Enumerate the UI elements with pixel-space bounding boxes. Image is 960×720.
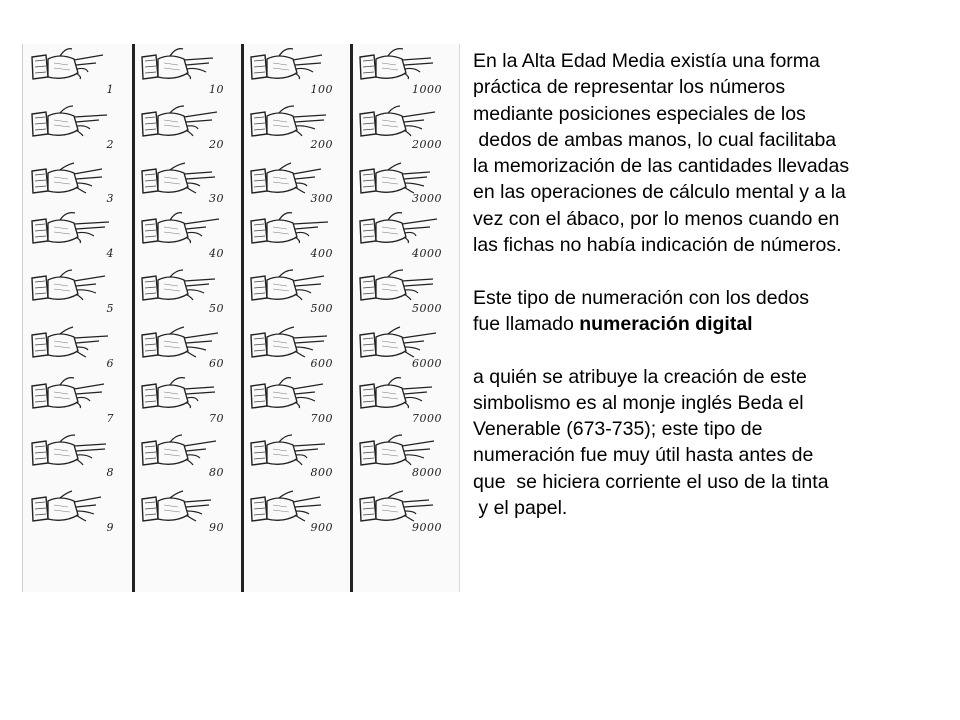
hand-number-label: 500 <box>310 301 333 315</box>
hand-number-label: 1000 <box>412 82 442 96</box>
hand-number-label: 60 <box>209 356 224 370</box>
hand-position <box>136 208 240 263</box>
hand-number-label: 7000 <box>412 411 442 425</box>
hand-number-label: 600 <box>310 356 333 370</box>
paragraph-intro <box>473 48 943 258</box>
hand-icon <box>140 321 232 361</box>
hand-position <box>354 44 458 99</box>
hand-position <box>26 318 130 373</box>
hand-icon <box>140 47 232 87</box>
intro-line: En la Alta Edad Media existía una forma <box>473 50 820 72</box>
intro-line: las fichas no había indicación de números. <box>473 234 842 257</box>
hand-icon <box>358 47 450 87</box>
hand-number-label: 700 <box>310 411 333 425</box>
hand-icon <box>30 485 122 525</box>
hand-number-label: 6000 <box>412 356 442 370</box>
hand-icon <box>140 211 232 251</box>
hand-position <box>26 263 130 318</box>
hand-icon <box>140 485 232 525</box>
hand-position <box>245 428 349 483</box>
attribution-line: numeración fue muy útil hasta antes de <box>473 444 814 467</box>
hand-icon <box>249 431 341 471</box>
finger-counting-engraving <box>22 44 460 592</box>
hand-position <box>136 263 240 318</box>
attribution-line: Venerable (673-735); este tipo de <box>473 418 763 441</box>
attribution-line: simbolismo es al monje inglés Beda el <box>473 391 804 414</box>
hand-number-label: 9000 <box>412 521 442 535</box>
hand-icon <box>249 157 341 197</box>
hand-position <box>354 99 458 154</box>
term-numeracion-digital: numeración digital <box>579 312 753 335</box>
hand-position <box>354 318 458 373</box>
definition-line-term <box>473 311 943 337</box>
hand-number-label: 4000 <box>412 247 442 261</box>
hand-number-label: 9 <box>106 521 114 535</box>
attribution-line: y el papel. <box>473 497 568 520</box>
hand-number-label: 6 <box>106 356 114 370</box>
hand-number-label: 300 <box>310 192 333 206</box>
hand-position <box>26 373 130 428</box>
column-divider <box>350 44 353 592</box>
hand-icon <box>358 376 450 416</box>
hand-position <box>136 154 240 209</box>
hand-position <box>136 482 240 537</box>
hand-position <box>245 99 349 154</box>
hand-number-label: 80 <box>209 466 224 480</box>
hand-icon <box>249 211 341 251</box>
hand-position <box>354 482 458 537</box>
hand-icon <box>140 157 232 197</box>
intro-line: la memorización de las cantidades llevadas <box>473 155 850 178</box>
hand-icon <box>140 266 232 306</box>
hand-position <box>354 373 458 428</box>
hand-icon <box>30 47 122 87</box>
hand-number-label: 4 <box>106 247 114 261</box>
hand-position <box>26 208 130 263</box>
hand-position <box>136 373 240 428</box>
hand-icon <box>30 211 122 251</box>
intro-line: dedos de ambas manos, lo cual facilitaba <box>473 128 837 151</box>
hand-icon <box>358 431 450 471</box>
hand-icon <box>249 376 341 416</box>
paragraph-attribution <box>473 364 943 522</box>
hand-position <box>26 482 130 537</box>
hand-icon <box>140 102 232 142</box>
hand-icon <box>140 431 232 471</box>
intro-line: en las operaciones de cálculo mental y a la <box>473 181 846 204</box>
column-divider <box>241 44 244 592</box>
hand-position <box>245 208 349 263</box>
hand-number-label: 8000 <box>412 466 442 480</box>
hand-number-label: 900 <box>310 521 333 535</box>
hand-number-label: 800 <box>310 466 333 480</box>
hand-number-label: 5 <box>106 301 114 315</box>
attribution-line: a quién se atribuye la creación de este <box>473 365 807 388</box>
hand-icon <box>30 157 122 197</box>
hand-icon <box>30 266 122 306</box>
hand-position <box>136 44 240 99</box>
hand-position <box>136 318 240 373</box>
hand-number-label: 100 <box>310 82 333 96</box>
hand-icon <box>358 321 450 361</box>
engraving-column-tens <box>136 44 240 592</box>
hand-number-label: 40 <box>209 247 224 261</box>
hand-number-label: 70 <box>209 411 224 425</box>
hand-number-label: 30 <box>209 192 224 206</box>
hand-icon <box>249 266 341 306</box>
hand-number-label: 50 <box>209 301 224 315</box>
hand-number-label: 90 <box>209 521 224 535</box>
hand-number-label: 400 <box>310 247 333 261</box>
hand-position <box>245 373 349 428</box>
engraving-column-units <box>26 44 130 592</box>
hand-icon <box>249 102 341 142</box>
hand-position <box>26 154 130 209</box>
engraving-column-thousands <box>354 44 458 592</box>
hand-icon <box>358 157 450 197</box>
hand-icon <box>358 211 450 251</box>
hand-number-label: 2 <box>106 137 114 151</box>
definition-line: Este tipo de numeración con los dedos <box>473 286 810 309</box>
hand-number-label: 8 <box>106 466 114 480</box>
hand-number-label: 20 <box>209 137 224 151</box>
engraving-column-hundreds <box>245 44 349 592</box>
hand-icon <box>358 266 450 306</box>
hand-position <box>354 428 458 483</box>
hand-icon <box>30 431 122 471</box>
definition-prefix: fue llamado <box>473 312 580 335</box>
hand-number-label: 3000 <box>412 192 442 206</box>
hand-position <box>354 208 458 263</box>
hand-position <box>26 428 130 483</box>
hand-position <box>136 99 240 154</box>
hand-icon <box>140 376 232 416</box>
intro-line: vez con el ábaco, por lo menos cuando en <box>473 207 840 230</box>
hand-icon <box>30 102 122 142</box>
hand-position <box>26 99 130 154</box>
hand-position <box>245 482 349 537</box>
hand-icon <box>249 47 341 87</box>
hand-position <box>245 318 349 373</box>
hand-number-label: 5000 <box>412 301 442 315</box>
hand-icon <box>30 376 122 416</box>
paragraph-definition <box>473 285 943 338</box>
hand-position <box>26 44 130 99</box>
hand-icon <box>249 485 341 525</box>
hand-position <box>245 44 349 99</box>
hand-position <box>245 154 349 209</box>
column-divider <box>132 44 135 592</box>
hand-number-label: 3 <box>106 192 114 206</box>
attribution-line: que se hiciera corriente el uso de la tinta <box>473 470 829 493</box>
hand-position <box>136 428 240 483</box>
hand-position <box>354 263 458 318</box>
hand-icon <box>249 321 341 361</box>
hand-position <box>354 154 458 209</box>
intro-line: práctica de representar los números <box>473 76 786 99</box>
hand-number-label: 10 <box>209 82 224 96</box>
hand-number-label: 200 <box>310 137 333 151</box>
hand-icon <box>358 485 450 525</box>
hand-number-label: 2000 <box>412 137 442 151</box>
hand-number-label: 1 <box>106 82 114 96</box>
intro-line: mediante posiciones especiales de los <box>473 102 806 125</box>
hand-icon <box>358 102 450 142</box>
hand-icon <box>30 321 122 361</box>
hand-position <box>245 263 349 318</box>
hand-number-label: 7 <box>106 411 114 425</box>
description-text <box>473 48 943 521</box>
